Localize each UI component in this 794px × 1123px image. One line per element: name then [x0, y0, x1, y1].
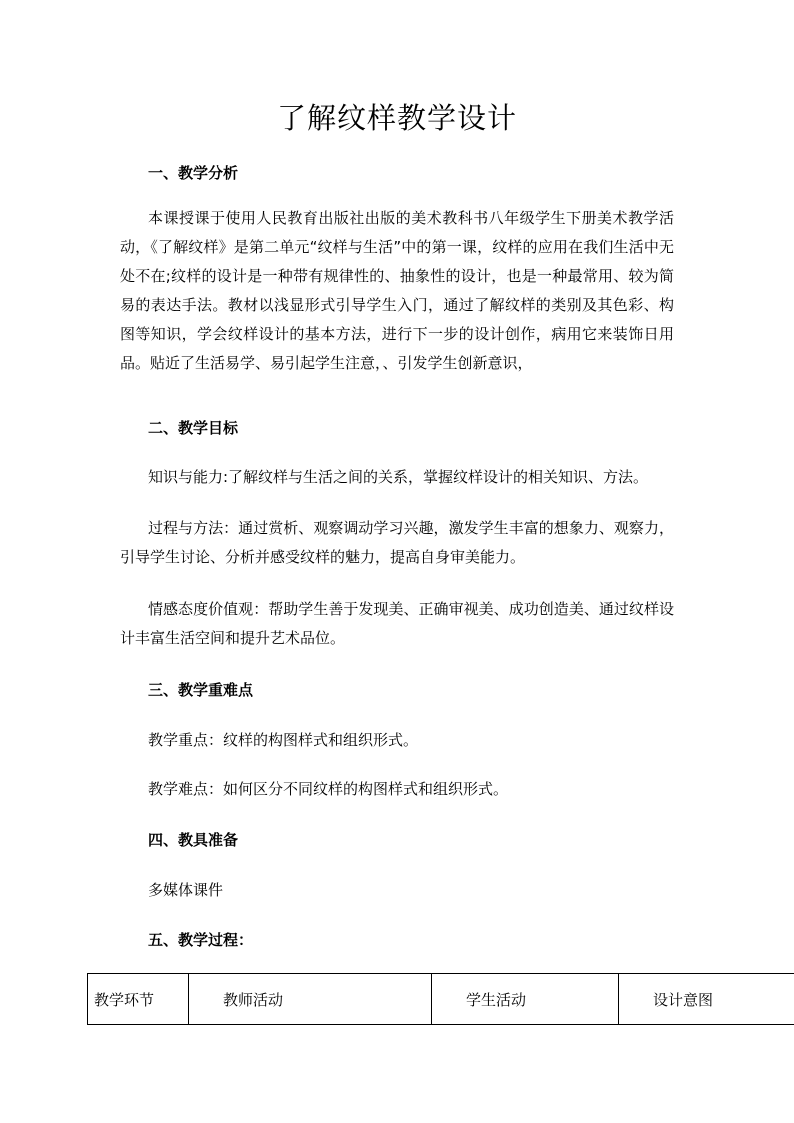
section-heading-materials: 四、教具准备	[148, 831, 239, 849]
section-heading-process: 五、教学过程：	[148, 931, 254, 949]
materials-item-text: 多媒体课件	[148, 881, 224, 899]
goals-emotion-text: 情感态度价值观：帮助学生善于发现美、正确审视美、成功创造美、通过纹样设计丰富生活空间和提升艺术品位。	[120, 600, 674, 647]
key-points-difficulty-text: 教学难点：如何区分不同纹样的构图样式和组织形式。	[148, 780, 509, 798]
section-heading-key-points: 三、教学重难点	[148, 681, 254, 699]
goals-knowledge-text: 知识与能力:了解纹样与生活之间的关系，掌握纹样设计的相关知识、方法。	[148, 468, 649, 486]
table-header-cell: 学生活动	[432, 974, 619, 1025]
table-header-cell: 设计意图	[619, 974, 794, 1025]
table-header-cell: 教师活动	[189, 974, 432, 1025]
analysis-paragraph: 本课授课于使用人民教育出版社出版的美术教科书八年级学生下册美术教学活动，《了解纹样》是第二单元“纹样与生活”中的第一课，纹样的应用在我们生活中无处不在;纹样的设计是一种带有规律性的、抽象性的设计，也是一种最常用、较为简易的表达手法。教材以浅显形式引导学生入门，通过了解纹样的类别及其色彩、构图等知识，学会纹样设计的基本方法，进行下一步的设计创作，病用它来装饰日用品。贴近了生活易学、易引起学生注意，、引发学生创新意识，	[120, 209, 674, 372]
table-header-row	[88, 974, 794, 1025]
section-heading-analysis: 一、教学分析	[148, 164, 239, 182]
page-title: 了解纹样教学设计	[276, 101, 517, 135]
section-heading-goals: 二、教学目标	[148, 419, 239, 437]
goals-process-text: 过程与方法：通过赏析、观察调动学习兴趣，激发学生丰富的想象力、观察力，引导学生讨论、分析并感受纹样的魅力，提高自身审美能力。	[120, 519, 674, 566]
teaching-process-table	[87, 973, 794, 1025]
key-points-focus-text: 教学重点：纹样的构图样式和组织形式。	[148, 731, 419, 749]
table-header-cell: 教学环节	[88, 974, 189, 1025]
